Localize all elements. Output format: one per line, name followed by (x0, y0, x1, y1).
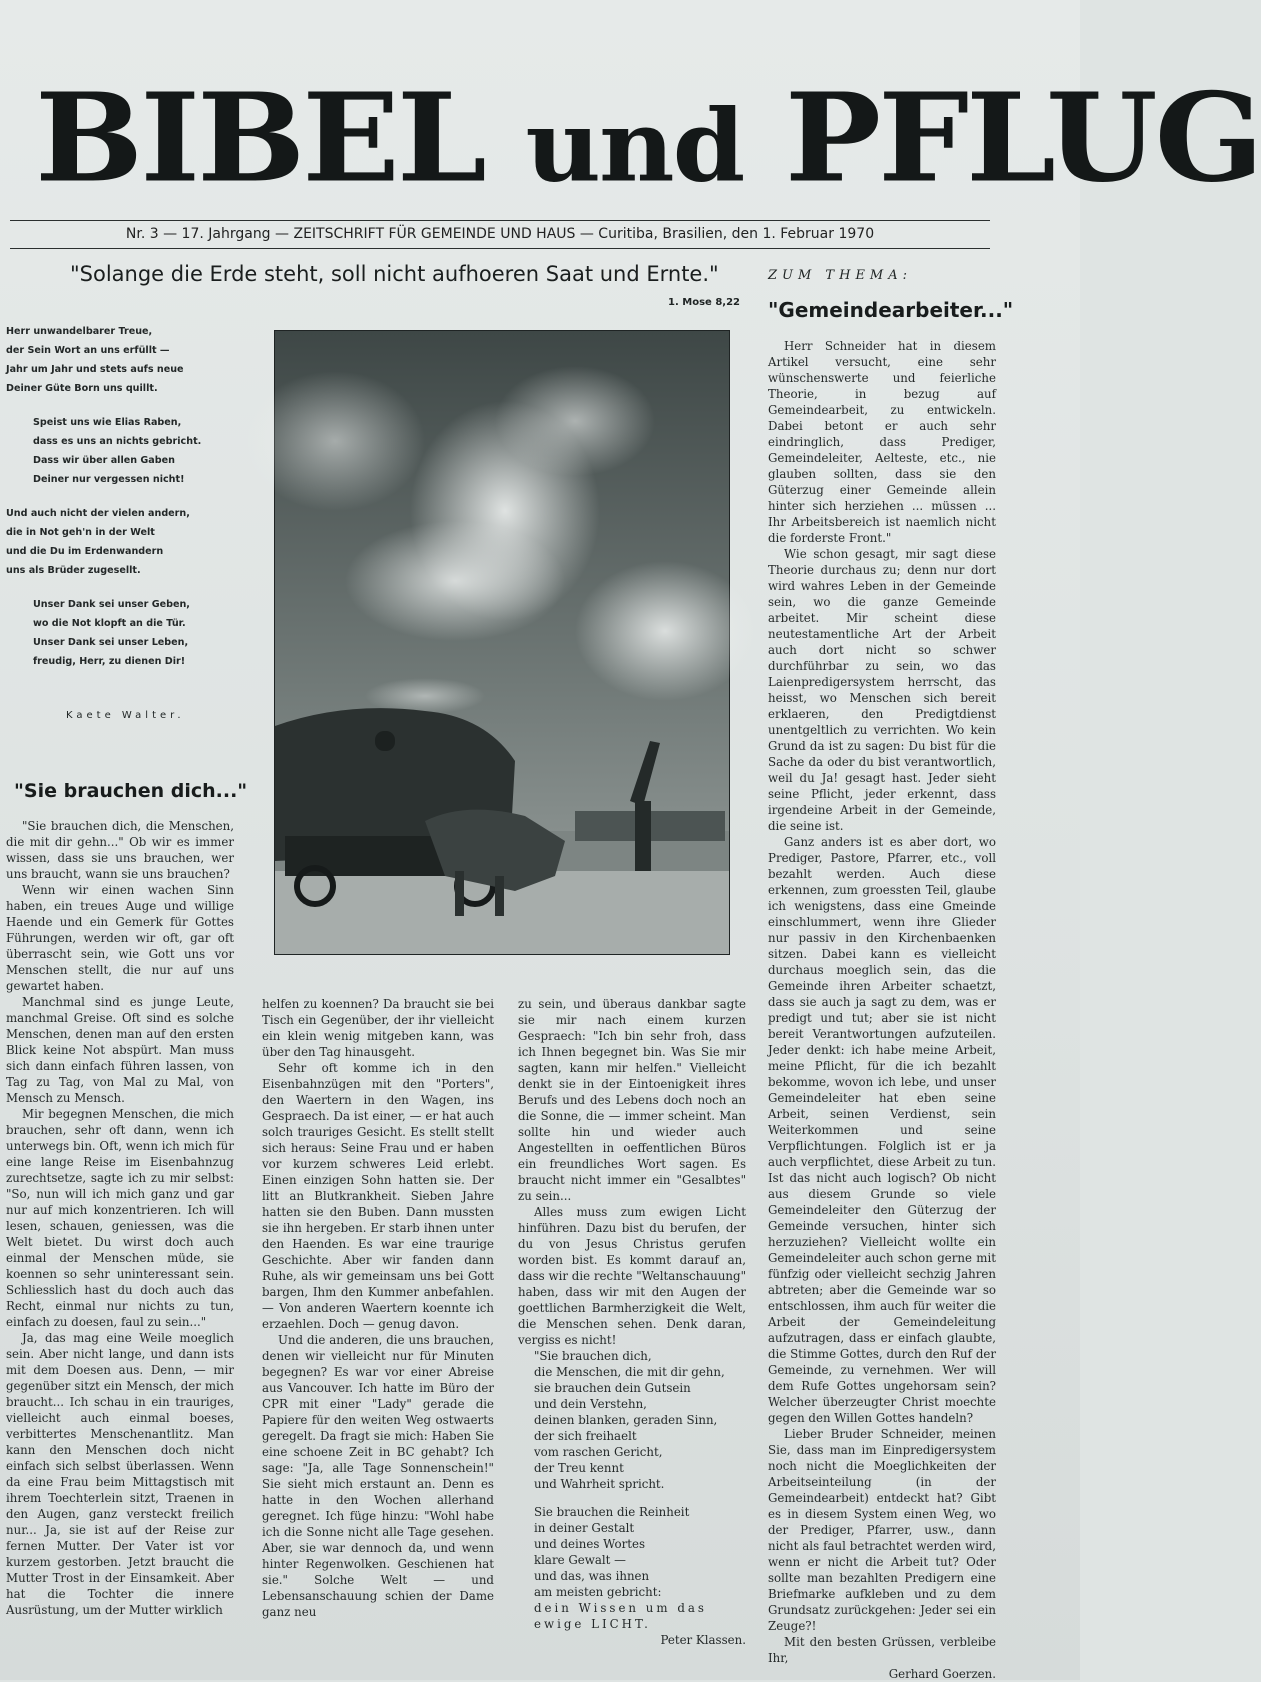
article2-title: "Gemeindearbeiter..." (768, 298, 1014, 322)
paragraph: Mit den besten Grüssen, verbleibe Ihr, (768, 1635, 996, 1665)
masthead-rule-bottom (10, 248, 990, 249)
article1-column-3 (518, 996, 746, 1680)
article2-kicker: ZUM THEMA: (768, 268, 913, 283)
paragraph: Manchmal sind es junge Leute, manchmal Greise. Oft sind es solche Menschen, denen man auf den ersten Blick keine Not abspürt. Man muss sich dann einfach führen lassen, von Tag zu Tag, von Mal zu Mal, von Mensch zu Mensch. (6, 995, 234, 1105)
paragraph: Wie schon gesagt, mir sagt diese Theorie durchaus zu; denn nur dort wird wahres Leben in der Gemeinde sein, wo die ganze Gemeinde arbeitet. Mir scheint diese neutestamentliche Art der Arbeit auch dort nicht so schwer durchführbar zu sein, wo das Laienpredigersystem herrscht, das heisst, wo Menschen sich bereit erklaeren, den Predigtdienst unentgeltlich zu verrichten. Wo kein Grund da ist zu sagen: Du bist für die Sache da oder du bist verantwortlich, weil du Ja! gesagt hast. Jeder sieht seine Pflicht, jeder erkennt, dass irgendeine Arbeit in der Gemeinde, die seine ist. (768, 547, 996, 833)
article1-column-1 (6, 818, 234, 1680)
masthead-rule-top (10, 220, 990, 221)
paragraph: Lieber Bruder Schneider, meinen Sie, dass man im Einpredigersystem noch nicht die Moeglichkeiten der Arbeitseinteilung (in der Gemeindearbeit) entdeckt hat? Gibt es in diesem System einen Weg, wo der Prediger, Pfarrer, usw., dann nicht als faul betrachtet werden wird, wenn er nicht die Arbeit tut? Oder sollte man bezahlten Predigern eine Briefmarke aufkleben und zu dem Grundsatz zurückgehen: Jeder sei ein Zeuge?! (768, 1427, 996, 1633)
paragraph: Ja, das mag eine Weile moeglich sein. Aber nicht lange, und dann ists mit dem Doesen aus. Denn, — mir gegenüber sitzt ein Mensch, der mich braucht... Ich schau in ein trauriges, vielleicht auch einmal boeses, verbittertes Menschenantlitz. Man kann den Menschen doch nicht einfach sich selbst überlassen. Wenn da eine Frau beim Mittagstisch mit ihrem Toechterlein sitzt, Traenen in den Augen, ganz versteckt freilich nur... Ja, sie ist auf der Reise zur fernen Mutter. Der Vater ist vor kurzem gestorben. Jetzt braucht die Mutter Trost in der Einsamkeit. Aber hat die Tochter die innere Ausrüstung, um der Mutter wirklich (6, 1331, 234, 1617)
article1-title: "Sie brauchen dich..." (14, 780, 248, 802)
article2-column (768, 338, 996, 1680)
article2-signature: Gerhard Goerzen. (888, 1667, 996, 1681)
issue-line: Nr. 3 — 17. Jahrgang — ZEITSCHRIFT FÜR GEMEINDE UND HAUS — Curitiba, Brasilien, den 1. Februar 1970 (125, 226, 875, 242)
paragraph: zu sein, und überaus dankbar sagte sie mir nach einem kurzen Gespraech: "Ich bin sehr froh, dass ich Ihnen begegnet bin. Was Sie mir sagten, kann mir helfen." Vielleicht denkt sie in der Eintoenigkeit ihres Berufs und des Lebens doch noch an die Sonne, die — immer scheint. Man sollte hin und wieder auch Angestellten in oeffentlichen Büros ein freundliches Wort sagen. Es braucht nicht immer ein "Gesalbtes" zu sein... (518, 997, 746, 1203)
paragraph: Herr Schneider hat in diesem Artikel versucht, eine sehr wünschenswerte und feierliche Theorie, in bezug auf Gemeindearbeit, zu entwickeln. Dabei betont er auch sehr eindringlich, dass Prediger, Gemeindeleiter, Aelteste, etc., nie glauben sollten, dass sie den Güterzug einer Gemeinde allein hinter sich herziehen ... müssen ... Ihr Arbeitsbereich ist naemlich nicht die forderste Front." (768, 339, 996, 545)
verse-stanza: Sie brauchen die Reinheit in deiner Gestalt und deines Wortes klare Gewalt — und das, was ihnen am meisten gebricht: (534, 1505, 690, 1599)
paragraph: Sehr oft komme ich in den Eisenbahnzügen mit den "Porters", den Waertern in den Wagen, ins Gespraech. Da ist einer, — er hat auch solch trauriges Gesicht. Es stellt stellt sich heraus: Seine Frau und er haben vor kurzem schweres Leid erlebt. Einen einzigen Sohn hatten sie. Der litt an Blutkrankheit. Sieben Jahre hatten sie den Buben. Dann mussten sie ihn hergeben. Er starb ihnen unter den Haenden. Es war eine traurige Geschichte. Aber wir fanden dann Ruhe, als wir gemeinsam uns bei Gott bargen, Ihm den Kummer anbefahlen. — Von anderen Waertern koennte ich erzaehlen. Doch — genug davon. (262, 1061, 494, 1331)
poem-stanza: Speist uns wie Elias Raben, dass es uns an nichts gebricht. Dass wir über allen Gaben Deiner nur vergessen nicht! (33, 417, 202, 485)
paragraph: Ganz anders ist es aber dort, wo Prediger, Pastore, Pfarrer, etc., voll bezahlt werden. Auch diese erkennen, zum groessten Teil, glaube ich wenigstens, dass eine Gmeinde einschlummert, wenn ihre Glieder nur passiv in den Kirchenbaenken sitzen. Dabei kann es vielleicht durchaus moeglich sein, das die Gemeinde ihren Arbeiter schaetzt, dass sie auch ja sagt zu dem, was er predigt und tut; aber sie ist nicht bereit Verantwortungen aufzuteilen. Jeder denkt: ich habe meine Arbeit, meine Pflicht, für die ich bezahlt bekomme, wovon ich lebe, und unser Gemeindeleiter hat eben seine Arbeit, seinen Verdienst, sein Weiterkommen und seine Verpflichtungen. Folglich ist er ja auch verpflichtet, diese Arbeit zu tun. Ist das nicht auch logisch? Ob nicht aus diesem Grunde so viele Gemeindeleiter den Güterzug der Gemeinde versuchen, hinter sich herzuziehen? Vielleicht wollte ein Gemeindeleiter auch schon gerne mit fünfzig oder vielleicht sechzig Jahren abtreten; aber die Gemeinde war so entschlossen, ihm auch für weiter die Arbeit der Gemeindeleitung aufzutragen, dass er einfach glaubte, die Stimme Gottes, durch den Ruf der Gemeinde, zu vernehmen. Wer will dem Rufe Gottes ungehorsam sein? Welcher überzeugter Christ moechte gegen den Willen Gottes handeln? (768, 835, 996, 1425)
masthead-title: BIBEL und PFLUG (35, 67, 1261, 211)
motto-reference: 1. Mose 8,22 (668, 297, 740, 308)
poem-stanza: Unser Dank sei unser Geben, wo die Not klopft an die Tür. Unser Dank sei unser Leben, freudig, Herr, zu dienen Dir! (33, 599, 190, 667)
paragraph: "Sie brauchen dich, die Menschen, die mit dir gehn..." Ob wir es immer wissen, dass sie uns brauchen, wer uns braucht, wann sie uns brauchen? (6, 819, 234, 881)
verse-stanza: "Sie brauchen dich, die Menschen, die mit dir gehn, sie brauchen dein Gutsein und dein Verstehn, deinen blanken, geraden Sinn, der sich freihaelt vom raschen Gericht, der Treu kennt und Wahrheit spricht. (534, 1349, 725, 1491)
verse-closing: dein Wissen um das ewige LICHT. (534, 1601, 707, 1631)
paragraph: helfen zu koennen? Da braucht sie bei Tisch ein Gegenüber, der ihr vielleicht ein klein wenig mitgeben kann, was über den Tag hinausgeht. (262, 997, 494, 1059)
paragraph: Und die anderen, die uns brauchen, denen wir vielleicht nur für Minuten begegnen? Es war vor einer Abreise aus Vancouver. Ich hatte im Büro der CPR mit einer "Lady" gerade die Papiere für den weiten Weg ostwaerts geregelt. Da fragt sie mich: Haben Sie eine schoene Zeit in BC gehabt? Ich sage: "Ja, alle Tage Sonnenschein!" Sie sieht mich erstaunt an. Denn es hatte in den Wochen allerhand geregnet. Ich füge hinzu: "Wohl habe ich die Sonne nicht alle Tage gesehen. Aber, sie war dennoch da, und wenn hinter Regenwolken. Geschienen hat sie." Solche Welt — und Lebensanschauung schien der Dame ganz neu (262, 1333, 494, 1619)
motto-quote: "Solange die Erde steht, soll nicht aufhoeren Saat und Ernte." (70, 262, 719, 286)
paragraph: Alles muss zum ewigen Licht hinführen. Dazu bist du berufen, der du von Jesus Christus gerufen worden bist. Es kommt darauf an, dass wir die rechte "Weltanschauung" haben, dass wir mit den Augen der goettlichen Barmherzigkeit die Welt, die Menschen sehen. Denk daran, vergiss es nicht! (518, 1205, 746, 1347)
poem-stanza: Und auch nicht der vielen andern, die in Not geh'n in der Welt und die Du im Erdenwandern uns als Brüder zugesellt. (6, 508, 190, 576)
article1-column-2 (262, 996, 494, 1680)
poem-stanza: Herr unwandelbarer Treue, der Sein Wort an uns erfüllt — Jahr um Jahr und stets aufs neue Deiner Güte Born uns quillt. (6, 326, 184, 394)
article1-signature: Peter Klassen. (660, 1633, 746, 1647)
haymaking-photo (274, 330, 730, 955)
poem (6, 322, 266, 686)
paragraph: Wenn wir einen wachen Sinn haben, ein treues Auge und willige Haende und ein Gemerk für Gottes Führungen, werden wir oft, gar oft überrascht sein, wie Gott uns vor Menschen stellt, die nur auf uns gewartet haben. (6, 883, 234, 993)
poem-author: Kaete Walter. (66, 710, 185, 721)
paragraph: Mir begegnen Menschen, die mich brauchen, sehr oft dann, wenn ich unterwegs bin. Oft, wenn ich mich für eine lange Reise im Eisenbahnzug zurechtsetze, sagte ich zu mir selbst: "So, nun will ich mich ganz und gar nur auf mich konzentrieren. Ich will lesen, schauen, geniessen, was die Welt bietet. Du wirst doch auch einmal der Menschen müde, sie koennen so sehr uninteressant sein. Schliesslich hast du doch auch das Recht, einmal nur nichts zu tun, einfach zu doesen, faul zu sein..." (6, 1107, 234, 1329)
